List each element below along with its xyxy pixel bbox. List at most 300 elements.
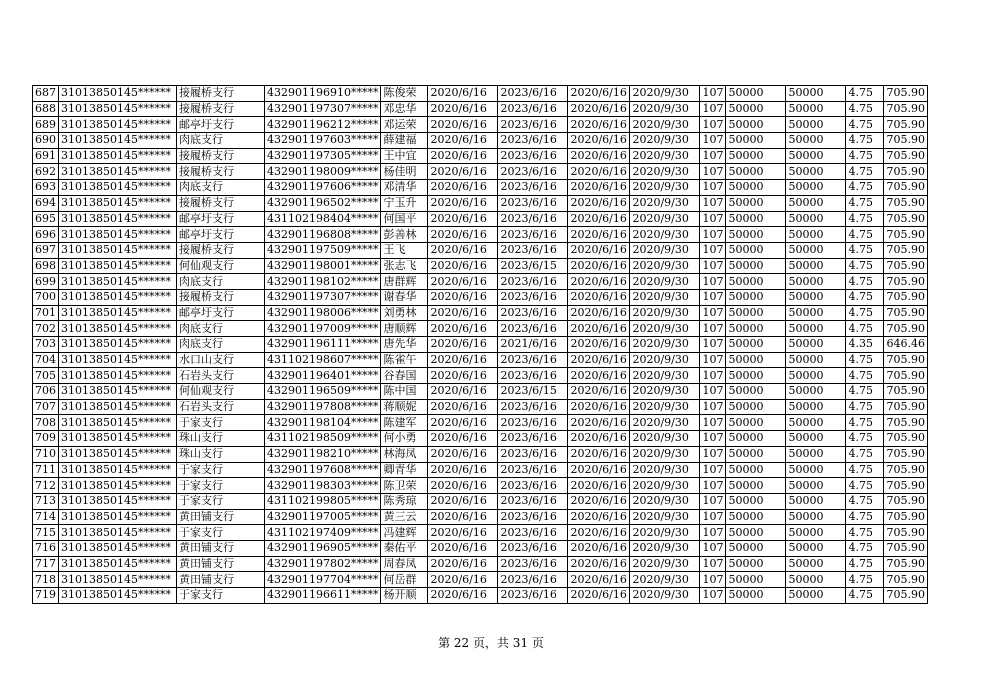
cell-rate: 4.75 [846,384,884,400]
cell-branch-name: 接履桥支行 [177,289,265,305]
cell-rate: 4.75 [846,86,884,102]
cell-interest-start-date: 2020/6/16 [568,274,630,290]
cell-loan-start-date: 2020/6/16 [428,305,498,321]
cell-loan-start-date: 2020/6/16 [428,415,498,431]
cell-id-number: 432901197808***** [265,399,381,415]
cell-branch-name: 珠山支行 [177,446,265,462]
cell-rate: 4.75 [846,211,884,227]
cell-loan-amount: 50000 [726,588,786,604]
cell-interest-start-date: 2020/6/16 [568,446,630,462]
cell-id-number: 432901198104***** [265,415,381,431]
cell-interest-amount: 705.90 [884,86,928,102]
cell-rate: 4.75 [846,431,884,447]
cell-interest-start-date: 2020/6/16 [568,195,630,211]
cell-id-number: 432901196502***** [265,195,381,211]
cell-interest-end-date: 2020/9/30 [630,572,700,588]
cell-days: 107 [700,540,726,556]
cell-loan-end-date: 2023/6/16 [498,148,568,164]
cell-rate: 4.75 [846,478,884,494]
cell-interest-base: 50000 [786,478,846,494]
cell-loan-start-date: 2020/6/16 [428,274,498,290]
cell-rate: 4.75 [846,242,884,258]
cell-row-number: 703 [33,337,59,353]
cell-days: 107 [700,556,726,572]
cell-account-number: 31013850145****** [59,211,177,227]
cell-interest-start-date: 2020/6/16 [568,384,630,400]
cell-branch-name: 何仙观支行 [177,258,265,274]
cell-row-number: 697 [33,242,59,258]
cell-interest-end-date: 2020/9/30 [630,368,700,384]
table-row [33,462,928,478]
cell-branch-name: 珠山支行 [177,431,265,447]
cell-row-number: 687 [33,86,59,102]
cell-rate: 4.75 [846,101,884,117]
cell-borrower-name: 黄三云 [381,509,428,525]
table-row [33,274,928,290]
cell-interest-start-date: 2020/6/16 [568,540,630,556]
cell-rate: 4.75 [846,352,884,368]
cell-loan-start-date: 2020/6/16 [428,117,498,133]
cell-account-number: 31013850145****** [59,446,177,462]
cell-id-number: 432901197009***** [265,321,381,337]
cell-interest-amount: 705.90 [884,478,928,494]
cell-loan-end-date: 2023/6/16 [498,180,568,196]
cell-loan-end-date: 2023/6/16 [498,289,568,305]
cell-interest-amount: 705.90 [884,117,928,133]
cell-interest-amount: 705.90 [884,211,928,227]
cell-row-number: 705 [33,368,59,384]
cell-loan-amount: 50000 [726,352,786,368]
cell-row-number: 716 [33,540,59,556]
cell-interest-start-date: 2020/6/16 [568,164,630,180]
table-row [33,478,928,494]
cell-borrower-name: 陈中国 [381,384,428,400]
cell-account-number: 31013850145****** [59,133,177,149]
cell-interest-start-date: 2020/6/16 [568,368,630,384]
cell-interest-base: 50000 [786,258,846,274]
cell-interest-start-date: 2020/6/16 [568,211,630,227]
cell-rate: 4.75 [846,305,884,321]
cell-days: 107 [700,415,726,431]
table-row [33,86,928,102]
cell-loan-end-date: 2023/6/16 [498,509,568,525]
cell-days: 107 [700,133,726,149]
cell-days: 107 [700,258,726,274]
cell-borrower-name: 陈俊荣 [381,86,428,102]
table-row [33,588,928,604]
cell-interest-base: 50000 [786,86,846,102]
cell-loan-start-date: 2020/6/16 [428,180,498,196]
cell-loan-end-date: 2023/6/16 [498,101,568,117]
cell-loan-end-date: 2023/6/16 [498,352,568,368]
cell-branch-name: 黄田铺支行 [177,572,265,588]
cell-days: 107 [700,352,726,368]
cell-interest-start-date: 2020/6/16 [568,289,630,305]
cell-interest-amount: 646.46 [884,337,928,353]
cell-days: 107 [700,588,726,604]
cell-loan-amount: 50000 [726,415,786,431]
cell-interest-end-date: 2020/9/30 [630,180,700,196]
cell-loan-start-date: 2020/6/16 [428,101,498,117]
cell-row-number: 690 [33,133,59,149]
cell-interest-start-date: 2020/6/16 [568,415,630,431]
cell-interest-amount: 705.90 [884,368,928,384]
cell-row-number: 708 [33,415,59,431]
cell-days: 107 [700,195,726,211]
cell-interest-amount: 705.90 [884,493,928,509]
cell-interest-start-date: 2020/6/16 [568,399,630,415]
cell-loan-start-date: 2020/6/16 [428,368,498,384]
cell-interest-start-date: 2020/6/16 [568,133,630,149]
cell-row-number: 715 [33,525,59,541]
cell-loan-start-date: 2020/6/16 [428,446,498,462]
cell-interest-start-date: 2020/6/16 [568,180,630,196]
cell-interest-amount: 705.90 [884,274,928,290]
cell-loan-amount: 50000 [726,133,786,149]
cell-loan-amount: 50000 [726,321,786,337]
table-row [33,399,928,415]
table-row [33,337,928,353]
cell-interest-amount: 705.90 [884,540,928,556]
cell-loan-start-date: 2020/6/16 [428,242,498,258]
cell-loan-start-date: 2020/6/16 [428,399,498,415]
cell-days: 107 [700,446,726,462]
cell-interest-amount: 705.90 [884,588,928,604]
cell-interest-start-date: 2020/6/16 [568,478,630,494]
cell-loan-end-date: 2023/6/16 [498,274,568,290]
cell-days: 107 [700,493,726,509]
cell-interest-base: 50000 [786,509,846,525]
cell-branch-name: 肉底支行 [177,274,265,290]
cell-interest-start-date: 2020/6/16 [568,588,630,604]
cell-interest-end-date: 2020/9/30 [630,101,700,117]
cell-loan-start-date: 2020/6/16 [428,478,498,494]
cell-borrower-name: 冯建辉 [381,525,428,541]
cell-rate: 4.75 [846,148,884,164]
cell-rate: 4.75 [846,368,884,384]
table-row [33,305,928,321]
cell-loan-end-date: 2023/6/16 [498,415,568,431]
cell-interest-end-date: 2020/9/30 [630,431,700,447]
cell-branch-name: 水口山支行 [177,352,265,368]
cell-interest-amount: 705.90 [884,556,928,572]
cell-interest-end-date: 2020/9/30 [630,227,700,243]
cell-loan-start-date: 2020/6/16 [428,148,498,164]
cell-interest-start-date: 2020/6/16 [568,117,630,133]
cell-loan-amount: 50000 [726,540,786,556]
cell-account-number: 31013850145****** [59,572,177,588]
cell-interest-base: 50000 [786,572,846,588]
cell-account-number: 31013850145****** [59,242,177,258]
table-row [33,556,928,572]
cell-interest-end-date: 2020/9/30 [630,305,700,321]
cell-interest-base: 50000 [786,227,846,243]
cell-branch-name: 邮亭圩支行 [177,117,265,133]
cell-row-number: 689 [33,117,59,133]
cell-interest-amount: 705.90 [884,352,928,368]
cell-account-number: 31013850145****** [59,337,177,353]
cell-loan-amount: 50000 [726,101,786,117]
cell-loan-end-date: 2023/6/16 [498,556,568,572]
cell-id-number: 432901196905***** [265,540,381,556]
cell-interest-end-date: 2020/9/30 [630,242,700,258]
cell-id-number: 432901197704***** [265,572,381,588]
cell-rate: 4.75 [846,525,884,541]
cell-interest-end-date: 2020/9/30 [630,540,700,556]
cell-loan-start-date: 2020/6/16 [428,431,498,447]
cell-interest-start-date: 2020/6/16 [568,493,630,509]
cell-interest-base: 50000 [786,195,846,211]
cell-interest-base: 50000 [786,462,846,478]
cell-row-number: 717 [33,556,59,572]
cell-borrower-name: 杨佳明 [381,164,428,180]
table-row [33,195,928,211]
cell-days: 107 [700,384,726,400]
cell-loan-end-date: 2023/6/16 [498,227,568,243]
cell-days: 107 [700,164,726,180]
cell-account-number: 31013850145****** [59,148,177,164]
cell-account-number: 31013850145****** [59,180,177,196]
cell-borrower-name: 邓运荣 [381,117,428,133]
cell-interest-end-date: 2020/9/30 [630,415,700,431]
cell-interest-start-date: 2020/6/16 [568,462,630,478]
cell-days: 107 [700,462,726,478]
cell-days: 107 [700,101,726,117]
cell-loan-start-date: 2020/6/16 [428,86,498,102]
cell-interest-end-date: 2020/9/30 [630,148,700,164]
cell-borrower-name: 蒋顺妮 [381,399,428,415]
cell-rate: 4.75 [846,195,884,211]
cell-interest-base: 50000 [786,540,846,556]
cell-interest-amount: 705.90 [884,572,928,588]
cell-days: 107 [700,305,726,321]
cell-loan-amount: 50000 [726,525,786,541]
cell-interest-start-date: 2020/6/16 [568,431,630,447]
cell-account-number: 31013850145****** [59,462,177,478]
cell-id-number: 432901196910***** [265,86,381,102]
cell-days: 107 [700,572,726,588]
cell-loan-end-date: 2023/6/15 [498,258,568,274]
cell-loan-start-date: 2020/6/16 [428,195,498,211]
cell-branch-name: 石岩头支行 [177,368,265,384]
cell-interest-amount: 705.90 [884,446,928,462]
cell-loan-amount: 50000 [726,556,786,572]
cell-days: 107 [700,368,726,384]
cell-borrower-name: 秦佑平 [381,540,428,556]
cell-interest-amount: 705.90 [884,258,928,274]
cell-rate: 4.75 [846,321,884,337]
cell-id-number: 432901198001***** [265,258,381,274]
cell-interest-amount: 705.90 [884,289,928,305]
cell-loan-end-date: 2023/6/16 [498,164,568,180]
cell-days: 107 [700,478,726,494]
cell-interest-start-date: 2020/6/16 [568,509,630,525]
cell-borrower-name: 林海凤 [381,446,428,462]
cell-interest-end-date: 2020/9/30 [630,478,700,494]
cell-interest-start-date: 2020/6/16 [568,227,630,243]
cell-borrower-name: 陈卫荣 [381,478,428,494]
table-row [33,352,928,368]
cell-branch-name: 接履桥支行 [177,195,265,211]
cell-loan-amount: 50000 [726,446,786,462]
cell-row-number: 702 [33,321,59,337]
cell-loan-start-date: 2020/6/16 [428,289,498,305]
cell-row-number: 719 [33,588,59,604]
cell-interest-start-date: 2020/6/16 [568,242,630,258]
cell-interest-end-date: 2020/9/30 [630,258,700,274]
table-row [33,431,928,447]
cell-loan-amount: 50000 [726,493,786,509]
cell-branch-name: 肉底支行 [177,321,265,337]
cell-loan-start-date: 2020/6/16 [428,556,498,572]
cell-loan-start-date: 2020/6/16 [428,211,498,227]
cell-rate: 4.75 [846,117,884,133]
cell-loan-amount: 50000 [726,384,786,400]
cell-interest-amount: 705.90 [884,180,928,196]
cell-loan-end-date: 2023/6/16 [498,462,568,478]
cell-borrower-name: 刘勇林 [381,305,428,321]
cell-loan-start-date: 2020/6/16 [428,321,498,337]
cell-rate: 4.75 [846,415,884,431]
cell-interest-end-date: 2020/9/30 [630,274,700,290]
cell-interest-amount: 705.90 [884,305,928,321]
cell-branch-name: 肉底支行 [177,180,265,196]
cell-interest-base: 50000 [786,588,846,604]
table-row [33,540,928,556]
table-row [33,572,928,588]
cell-loan-amount: 50000 [726,164,786,180]
cell-id-number: 432901198210***** [265,446,381,462]
cell-interest-start-date: 2020/6/16 [568,321,630,337]
cell-borrower-name: 王飞 [381,242,428,258]
cell-borrower-name: 唐群辉 [381,274,428,290]
cell-account-number: 31013850145****** [59,101,177,117]
cell-account-number: 31013850145****** [59,540,177,556]
cell-id-number: 431102198404***** [265,211,381,227]
cell-account-number: 31013850145****** [59,195,177,211]
cell-rate: 4.35 [846,337,884,353]
cell-interest-end-date: 2020/9/30 [630,446,700,462]
cell-borrower-name: 彭善林 [381,227,428,243]
cell-interest-amount: 705.90 [884,321,928,337]
cell-interest-amount: 705.90 [884,384,928,400]
cell-interest-base: 50000 [786,164,846,180]
cell-borrower-name: 薛建福 [381,133,428,149]
cell-interest-end-date: 2020/9/30 [630,462,700,478]
cell-rate: 4.75 [846,227,884,243]
cell-id-number: 432901196212***** [265,117,381,133]
cell-loan-start-date: 2020/6/16 [428,462,498,478]
cell-loan-end-date: 2023/6/16 [498,321,568,337]
cell-loan-end-date: 2023/6/16 [498,368,568,384]
cell-borrower-name: 何小勇 [381,431,428,447]
cell-loan-end-date: 2023/6/16 [498,431,568,447]
cell-days: 107 [700,321,726,337]
cell-row-number: 695 [33,211,59,227]
table-row [33,368,928,384]
cell-branch-name: 黄田铺支行 [177,540,265,556]
cell-account-number: 31013850145****** [59,509,177,525]
cell-row-number: 688 [33,101,59,117]
cell-loan-end-date: 2023/6/16 [498,525,568,541]
cell-row-number: 693 [33,180,59,196]
cell-loan-end-date: 2023/6/16 [498,133,568,149]
table-row [33,509,928,525]
cell-borrower-name: 王中宜 [381,148,428,164]
cell-days: 107 [700,117,726,133]
cell-branch-name: 石岩头支行 [177,399,265,415]
cell-days: 107 [700,289,726,305]
cell-interest-base: 50000 [786,101,846,117]
cell-interest-end-date: 2020/9/30 [630,384,700,400]
cell-id-number: 431102198607***** [265,352,381,368]
cell-interest-amount: 705.90 [884,431,928,447]
cell-account-number: 31013850145****** [59,478,177,494]
cell-borrower-name: 杨开顺 [381,588,428,604]
cell-account-number: 31013850145****** [59,274,177,290]
cell-interest-end-date: 2020/9/30 [630,525,700,541]
cell-loan-start-date: 2020/6/16 [428,337,498,353]
cell-loan-amount: 50000 [726,258,786,274]
cell-interest-base: 50000 [786,525,846,541]
cell-rate: 4.75 [846,289,884,305]
cell-borrower-name: 何国平 [381,211,428,227]
cell-rate: 4.75 [846,258,884,274]
cell-days: 107 [700,211,726,227]
cell-branch-name: 邮亭圩支行 [177,211,265,227]
cell-loan-end-date: 2023/6/16 [498,399,568,415]
cell-branch-name: 接履桥支行 [177,164,265,180]
cell-interest-amount: 705.90 [884,101,928,117]
cell-interest-base: 50000 [786,337,846,353]
cell-id-number: 432901197305***** [265,148,381,164]
cell-days: 107 [700,242,726,258]
cell-interest-base: 50000 [786,148,846,164]
cell-branch-name: 邮亭圩支行 [177,305,265,321]
cell-interest-base: 50000 [786,242,846,258]
cell-borrower-name: 何岳群 [381,572,428,588]
cell-interest-base: 50000 [786,415,846,431]
cell-borrower-name: 邓忠华 [381,101,428,117]
cell-loan-end-date: 2023/6/16 [498,478,568,494]
cell-days: 107 [700,509,726,525]
cell-rate: 4.75 [846,133,884,149]
cell-loan-end-date: 2023/6/16 [498,242,568,258]
cell-id-number: 432901198006***** [265,305,381,321]
cell-days: 107 [700,431,726,447]
cell-interest-end-date: 2020/9/30 [630,211,700,227]
cell-borrower-name: 张志飞 [381,258,428,274]
cell-loan-start-date: 2020/6/16 [428,133,498,149]
cell-interest-amount: 705.90 [884,148,928,164]
cell-id-number: 432901197509***** [265,242,381,258]
cell-loan-start-date: 2020/6/16 [428,384,498,400]
table-row [33,493,928,509]
cell-borrower-name: 唐先华 [381,337,428,353]
cell-loan-amount: 50000 [726,462,786,478]
cell-branch-name: 接履桥支行 [177,101,265,117]
cell-rate: 4.75 [846,556,884,572]
cell-interest-base: 50000 [786,133,846,149]
cell-interest-end-date: 2020/9/30 [630,337,700,353]
cell-loan-end-date: 2023/6/16 [498,540,568,556]
cell-loan-start-date: 2020/6/16 [428,164,498,180]
cell-account-number: 31013850145****** [59,86,177,102]
cell-loan-amount: 50000 [726,509,786,525]
cell-interest-base: 50000 [786,446,846,462]
cell-borrower-name: 谷春国 [381,368,428,384]
table-row [33,289,928,305]
